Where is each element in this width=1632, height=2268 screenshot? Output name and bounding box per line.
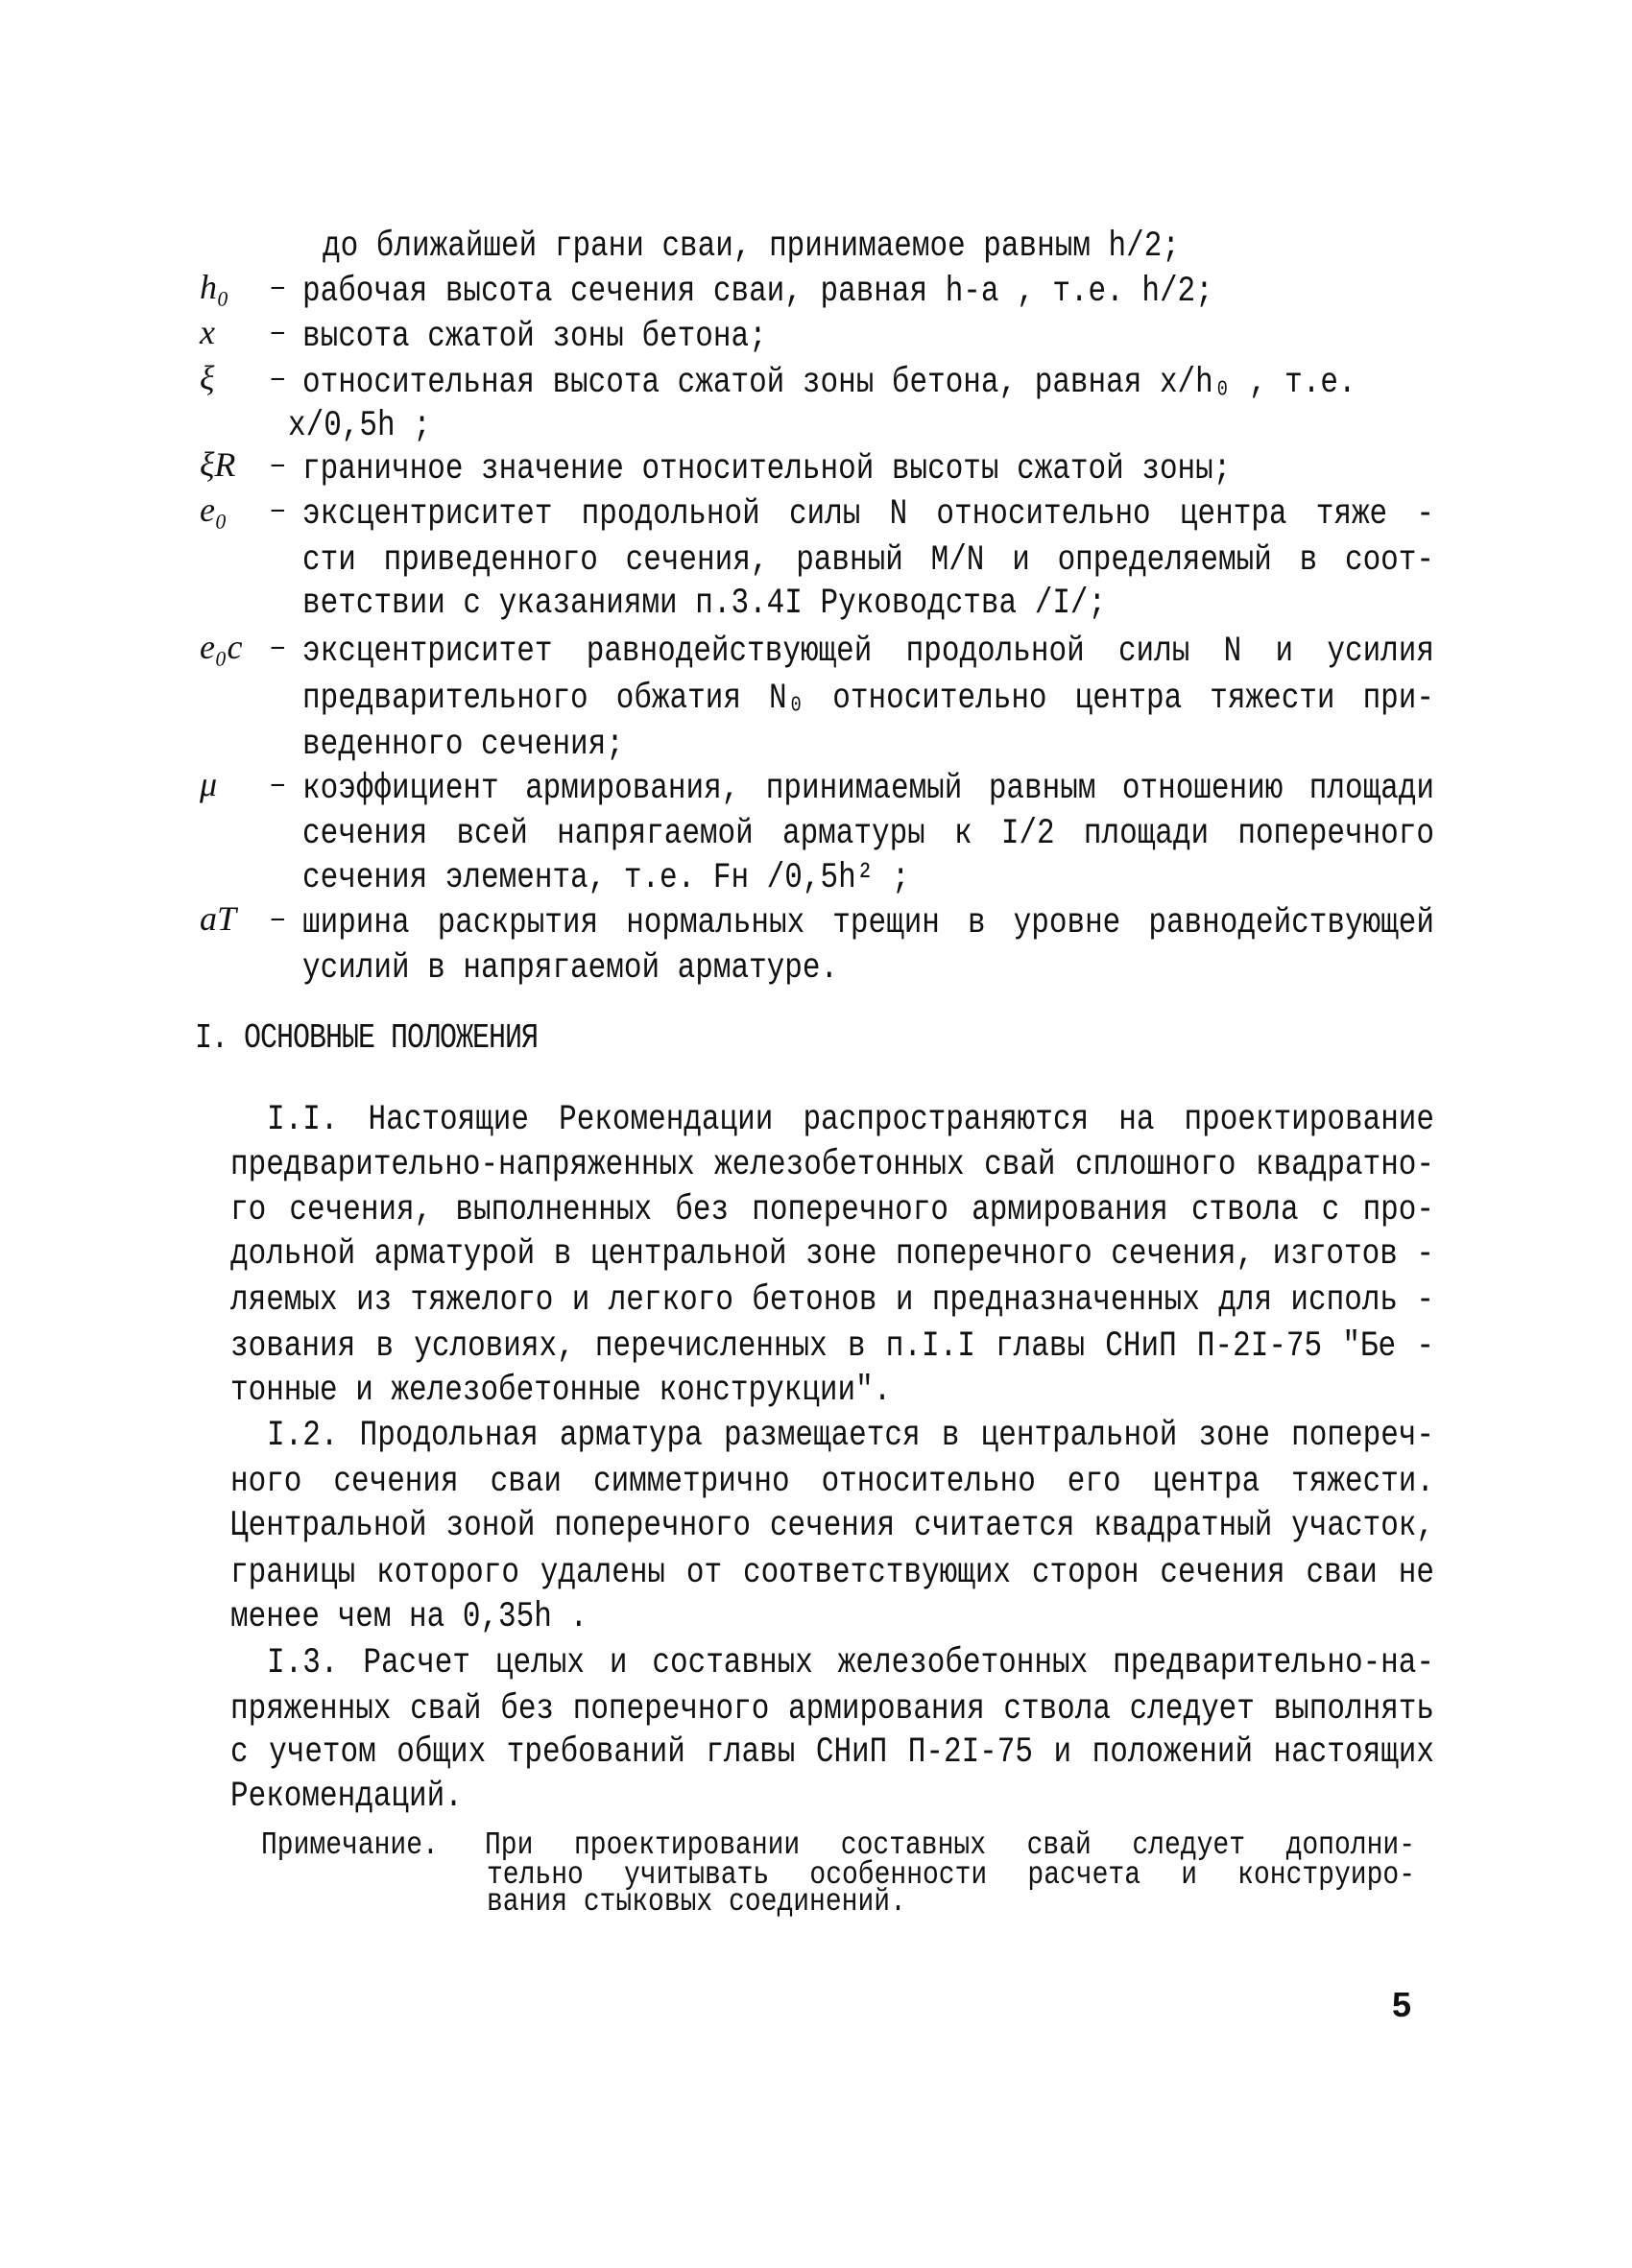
definition-line: сечения всей напрягаемой арматуры к I/2 площади поперечного bbox=[302, 814, 1434, 854]
definition-symbol: ξR bbox=[200, 445, 236, 484]
definition-symbol: x bbox=[200, 313, 215, 351]
definition-line: ветствии с указаниями п.3.4I Руководства /I/; bbox=[302, 584, 1107, 624]
paragraph-line: с учетом общих требований главы СНиП П-2I-75 и положений настоящих bbox=[230, 1732, 1434, 1773]
paragraph-line: предварительно-напряженных железобетонных свай сплошного квадратно- bbox=[230, 1145, 1434, 1185]
definition-symbol: μ bbox=[200, 765, 218, 803]
definition-line: усилий в напрягаемой арматуре. bbox=[302, 948, 839, 989]
paragraph-line: го сечения, выполненных без поперечного армирования ствола с про- bbox=[230, 1190, 1434, 1230]
definition-line: предварительного обжатия N₀ относительно центра тяжести при- bbox=[302, 679, 1434, 719]
paragraph-line: дольной арматурой в центральной зоне поперечного сечения, изготов - bbox=[230, 1234, 1434, 1275]
paragraph-line: ного сечения сваи симметрично относительно его центра тяжести. bbox=[230, 1462, 1434, 1502]
note-label: Примечание. bbox=[261, 1827, 439, 1864]
note-line: вания стыковых соединений. bbox=[487, 1884, 906, 1921]
definition-line: граничное значение относительной высоты сжатой зоны; bbox=[302, 449, 1232, 489]
definition-dash: – bbox=[269, 494, 287, 528]
definition-symbol: aT bbox=[200, 899, 237, 938]
paragraph-line: I.3. Расчет целых и составных железобетонных предварительно-на- bbox=[267, 1643, 1434, 1683]
definition-line: эксцентриситет продольной силы N относительно центра тяже - bbox=[302, 494, 1434, 535]
paragraph-line: I.I. Настоящие Рекомендации распространяются на проектирование bbox=[267, 1100, 1434, 1140]
note-line: тельно учитывать особенности расчета и конструиро- bbox=[487, 1859, 1415, 1894]
paragraph-line: тонные и железобетонные конструкции". bbox=[230, 1371, 892, 1411]
definition-symbol: e₀ bbox=[200, 490, 228, 529]
definition-line: эксцентриситет равнодействующей продольной силы N и усилия bbox=[302, 632, 1434, 672]
paragraph-line: границы которого удалены от соответствующих сторон сечения сваи не bbox=[230, 1553, 1434, 1593]
definition-dash: – bbox=[269, 317, 287, 350]
definition-symbol: h₀ bbox=[200, 268, 229, 306]
definition-dash: – bbox=[269, 769, 287, 802]
paragraph-line: Рекомендаций. bbox=[230, 1777, 463, 1817]
definition-symbol: ξ bbox=[200, 359, 215, 397]
definition-line: x/0,5h ; bbox=[288, 406, 431, 446]
definition-dash: – bbox=[269, 272, 287, 305]
definition-dash: – bbox=[269, 449, 287, 483]
paragraph-line: ляемых из тяжелого и легкого бетонов и предназначенных для исполь - bbox=[230, 1280, 1434, 1321]
definition-line: относительная высота сжатой зоны бетона, равная x/h₀ , т.е. bbox=[302, 363, 1356, 403]
note-line: При проектировании составных свай следует дополни- bbox=[485, 1829, 1415, 1864]
page-number: 5 bbox=[1392, 1985, 1412, 2024]
definition-dash: – bbox=[269, 632, 287, 665]
definition-line: ширина раскрытия нормальных трещин в уровне равнодействующей bbox=[302, 903, 1434, 943]
definition-line: рабочая высота сечения сваи, равная h-a , т.е. h/2; bbox=[302, 272, 1213, 312]
paragraph-line: менее чем на 0,35h . bbox=[230, 1597, 588, 1637]
definition-line: до ближайшей грани сваи, принимаемое равным h/2; bbox=[323, 227, 1180, 267]
paragraph-line: пряженных свай без поперечного армирования ствола следует выполнять bbox=[230, 1689, 1434, 1730]
definition-line: сти приведенного сечения, равный M/N и определяемый в соот- bbox=[302, 540, 1434, 581]
paragraph-line: Центральной зоной поперечного сечения считается квадратный участок, bbox=[230, 1506, 1434, 1546]
definition-dash: – bbox=[269, 363, 287, 396]
definition-symbol: e₀c bbox=[200, 628, 243, 666]
paragraph-line: зования в условиях, перечисленных в п.I.I главы СНиП П-2I-75 "Бе - bbox=[230, 1326, 1434, 1367]
definition-line: веденного сечения; bbox=[302, 725, 624, 765]
section-heading: I. ОСНОВНЫЕ ПОЛОЖЕНИЯ bbox=[195, 1019, 539, 1059]
definition-dash: – bbox=[269, 903, 287, 937]
definition-line: сечения элемента, т.е. Fн /0,5h² ; bbox=[302, 858, 910, 898]
definition-line: высота сжатой зоны бетона; bbox=[302, 317, 767, 357]
definition-line: коэффициент армирования, принимаемый равным отношению площади bbox=[302, 769, 1434, 809]
paragraph-line: I.2. Продольная арматура размещается в центральной зоне попереч- bbox=[267, 1416, 1434, 1456]
